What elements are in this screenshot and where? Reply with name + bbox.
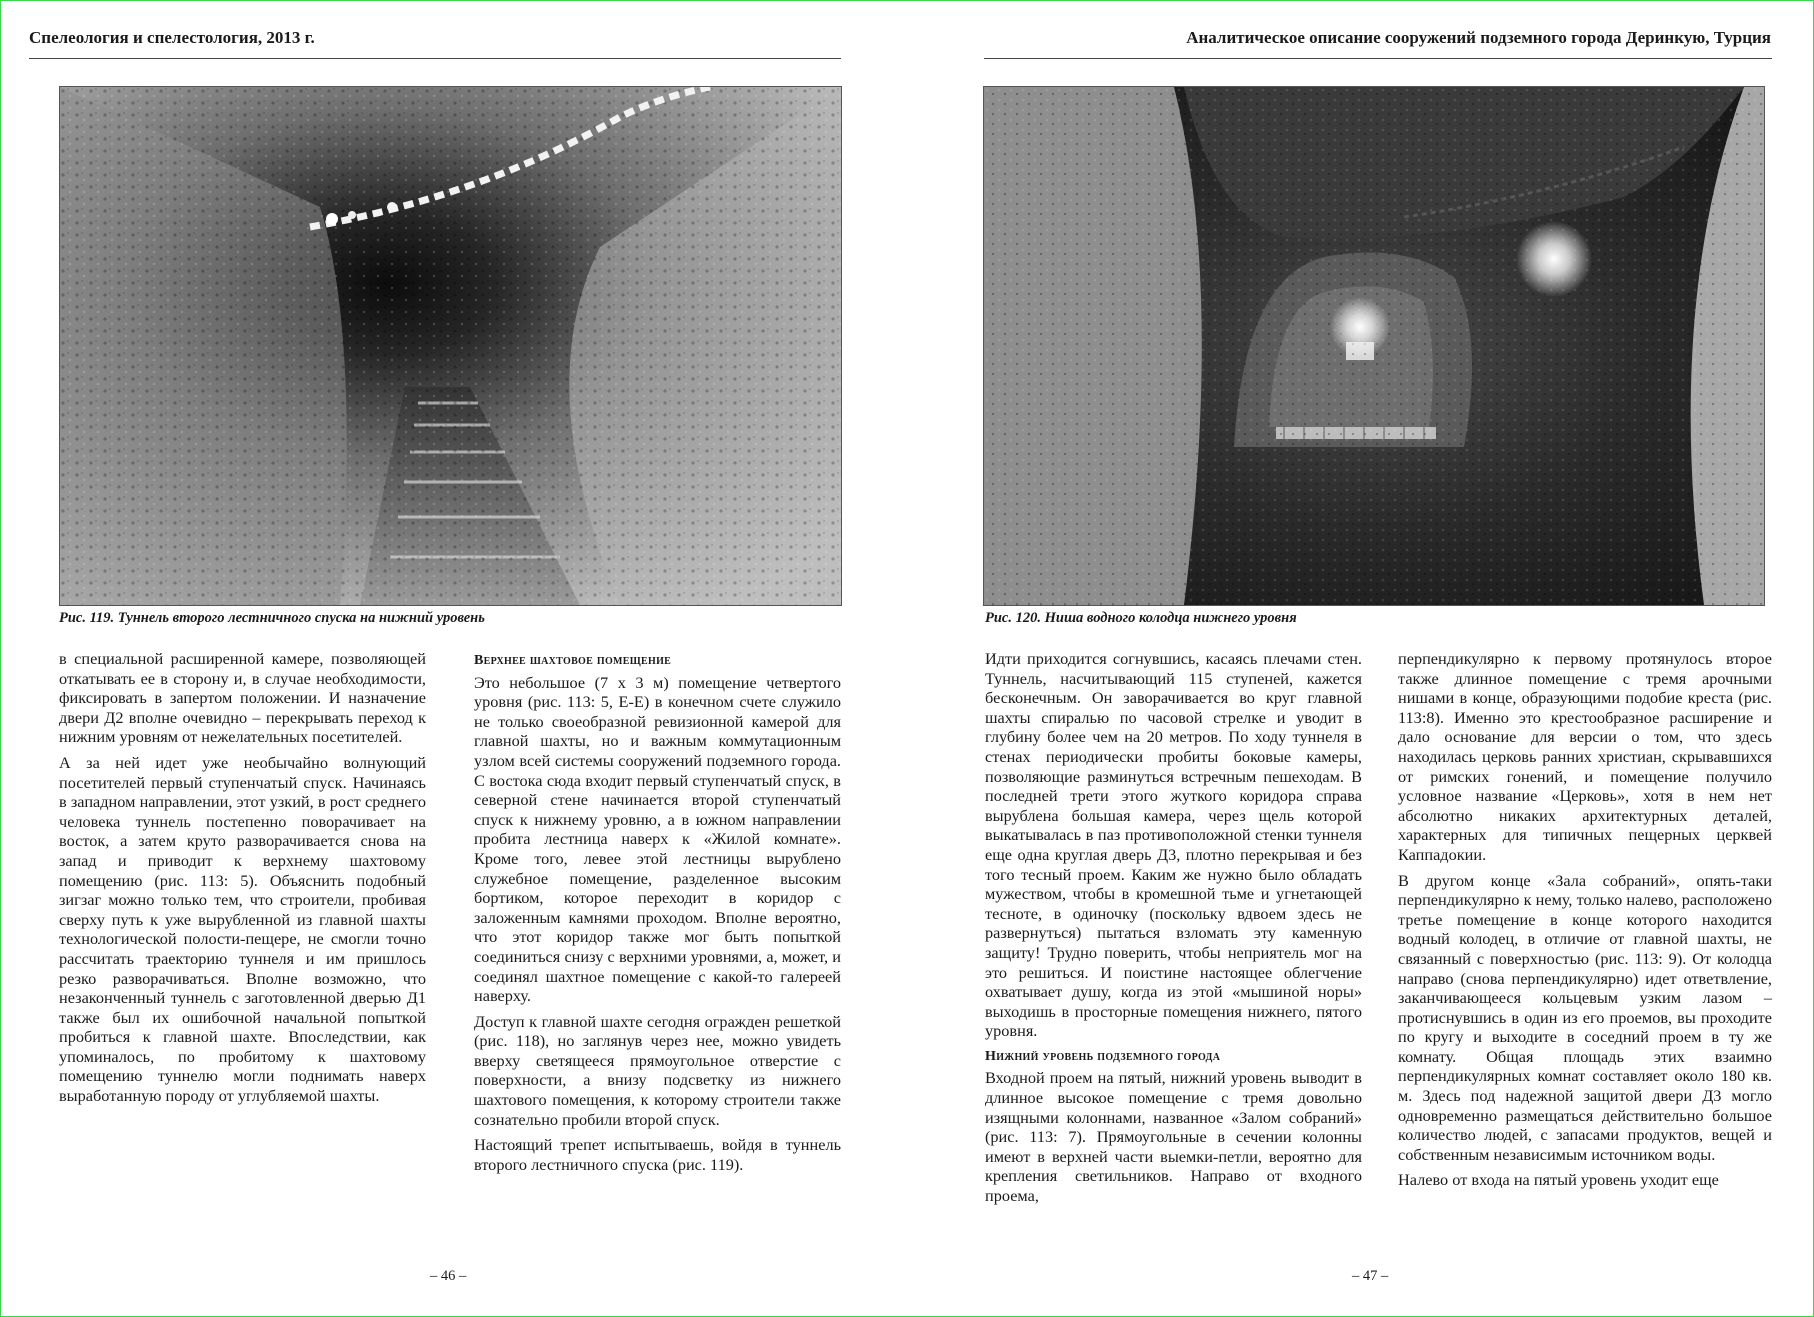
paragraph: Входной проем на пятый, нижний уровень выводит в длинное высокое помещение с тремя довольно изящными колоннами, названное «Залом собраний» (рис. 113: 7). Прямоугольные в сечении колонны имеют в верхней части выемки-петли, вероятно для крепления светильников. Направо от входного проема, [985, 1068, 1362, 1206]
paragraph: Доступ к главной шахте сегодня огражден решеткой (рис. 118), но заглянув через нее, можно увидеть вверху светящееся прямоугольное отверстие с поверхности, а внизу подсветку из нижнего шахтового помещения, к которому строители также сознательно пробили второй спуск. [474, 1011, 841, 1129]
paragraph: Идти приходится согнувшись, касаясь плечами стен. Туннель, насчитывающий 115 ступеней, кажется бесконечным. Он заворачивается во круг главной шахты спиралью по часовой стрелке и уводит в глубину более чем на 20 метров. По ходу туннеля в стенах периодически пробиты боковые камеры, позволяющие разминуться встречным пешеходам. В последней трети этого жуткого коридора справа вырублена большая камера, через щель которой выкатывалась в паз противоположной стенки туннеля еще одна круглая дверь Д3, плотно перекрывая и без того тесный проем. Каким же нужно было обладать мужеством, чтобы в кромешной тьме и угнетающей тесноте, в одиночку (поскольку вдвоем здесь не развернуться) пытаться взломать эту каменную защиту! Трудно поверить, чтобы неприятель мог на это решиться. И поистине настоящее облегчение охватывает душу, когда из этой «мышиной норы» выходишь в просторные помещения нижнего, пятого уровня. [985, 649, 1362, 1041]
paragraph: Настоящий трепет испытываешь, войдя в туннель второго лестничного спуска (рис. 119). [474, 1135, 841, 1174]
paragraph: Это небольшое (7 х 3 м) помещение четвертого уровня (рис. 113: 5, Е-Е) в конечном счете служило не только своеобразной ревизионной камерой для главной шахты, но и важным коммутационным узлом всей системы сооружений подземного города. С востока сюда входит первый ступенчатый спуск, в северной стене начинается второй ступенчатый спуск к нижнему уровню, а в южном направлении пробита лестница наверх к «Жилой комнате». Кроме того, левее этой лестницы вырублено служебное помещение, разделенное высоким бортиком, которое переходит в коридор с заложенным камнями проходом. Вполне вероятно, что этот коридор также мог быть попыткой соединиться снизу с верхними уровнями, а, может, и соединял шахтное помещение с какой-то галереей наверху. [474, 672, 841, 1006]
right-column-1 [985, 649, 1362, 1212]
right-column-2 [1398, 649, 1772, 1196]
paragraph: А за ней идет уже необычайно волнующий посетителей первый ступенчатый спуск. Начинаясь в западном направлении, этот узкий, в рост среднего человека туннель постепенно поворачивает на восток, а затем круто разворачивается снова на запад и приводит к верхнему шахтовому помещению (рис. 113: 5). Объяснить подобный зигзаг можно только тем, что строители, пробивая сверху путь к уже вырубленной из главной шахты технологической полости-пещере, не смогли точно рассчитать траекторию туннеля и им пришлось резко разворачиваться. Вполне возможно, что незаконченный туннель с заготовленной дверью Д1 также был их ошибочной начальной попыткой пробиться к главной шахте. Впоследствии, как упоминалось, по пробитому к шахтовому помещению туннелю могли поднимать наверх выработанную породу от углубляемой шахты. [59, 752, 426, 1106]
page-47 [907, 0, 1814, 1317]
section-heading: Верхнее шахтовое помещение [474, 653, 672, 668]
paragraph: Налево от входа на пятый уровень уходит еще [1398, 1170, 1719, 1190]
water-well-niche-image [984, 87, 1764, 605]
figure-120-caption: Рис. 120. Ниша водного колодца нижнего уровня [985, 610, 1297, 626]
header-rule-left [29, 58, 841, 59]
figure-119-caption: Рис. 119. Туннель второго лестничного спуска на нижний уровень [59, 610, 485, 626]
left-column-1 [59, 649, 426, 1112]
running-head-left: Спелеология и спелестология, 2013 г. [29, 28, 315, 47]
header-rule-right [984, 58, 1772, 59]
figure-120-photo [983, 86, 1765, 606]
page-number-right: – 47 – [1352, 1268, 1389, 1284]
paragraph: В другом конце «Зала собраний», опять-таки перпендикулярно к нему, только налево, расположено третье помещение в конце которого находится водный колодец, в отличие от главной шахты, не связанный с поверхностью (рис. 113: 9). От колодца направо (снова перпендикулярно) идет ответвление, заканчивающееся кольцевым узким лазом – протиснувшись в один из его проемов, вы проходите по кругу и выходите в соседний проем в ту же комнату. Общая площадь этих взаимно перпендикулярных комнат составляет около 180 кв. м. Здесь под надежной защитой двери Д3 могло одновременно размещаться действительно большое количество людей, с запасами продуктов, вещей и собственным независимым источником воды. [1398, 870, 1772, 1164]
section-heading: Нижний уровень подземного города [985, 1048, 1221, 1064]
left-column-2 [474, 649, 841, 1180]
paragraph: перпендикулярно к первому протянулось второе также длинное помещение с тремя арочными нишами в конце, образующими подобие креста (рис. 113:8). Именно это крестообразное расширение и дало основание для версии о том, что здесь находилась церковь ранних христиан, скрывавшихся от римских гонений, и помещение получило условное название «Церковь», хотя в нем нет абсолютно никаких архитектурных деталей, характерных для типичных пещерных церквей Каппадокии. [1398, 649, 1772, 864]
running-head-right: Аналитическое описание сооружений подземного города Деринкую, Турция [1186, 28, 1771, 47]
tunnel-stairs-image [60, 87, 841, 605]
page-number-left: – 46 – [430, 1268, 467, 1284]
figure-119-photo [59, 86, 842, 606]
paragraph: в специальной расширенной камере, позволяющей откатывать ее в сторону и, в случае необходимости, фиксировать в запертом положении. И назначение двери Д2 вполне очевидно – перекрывать переход к нижним уровням от нежелательных посетителей. [59, 649, 426, 747]
